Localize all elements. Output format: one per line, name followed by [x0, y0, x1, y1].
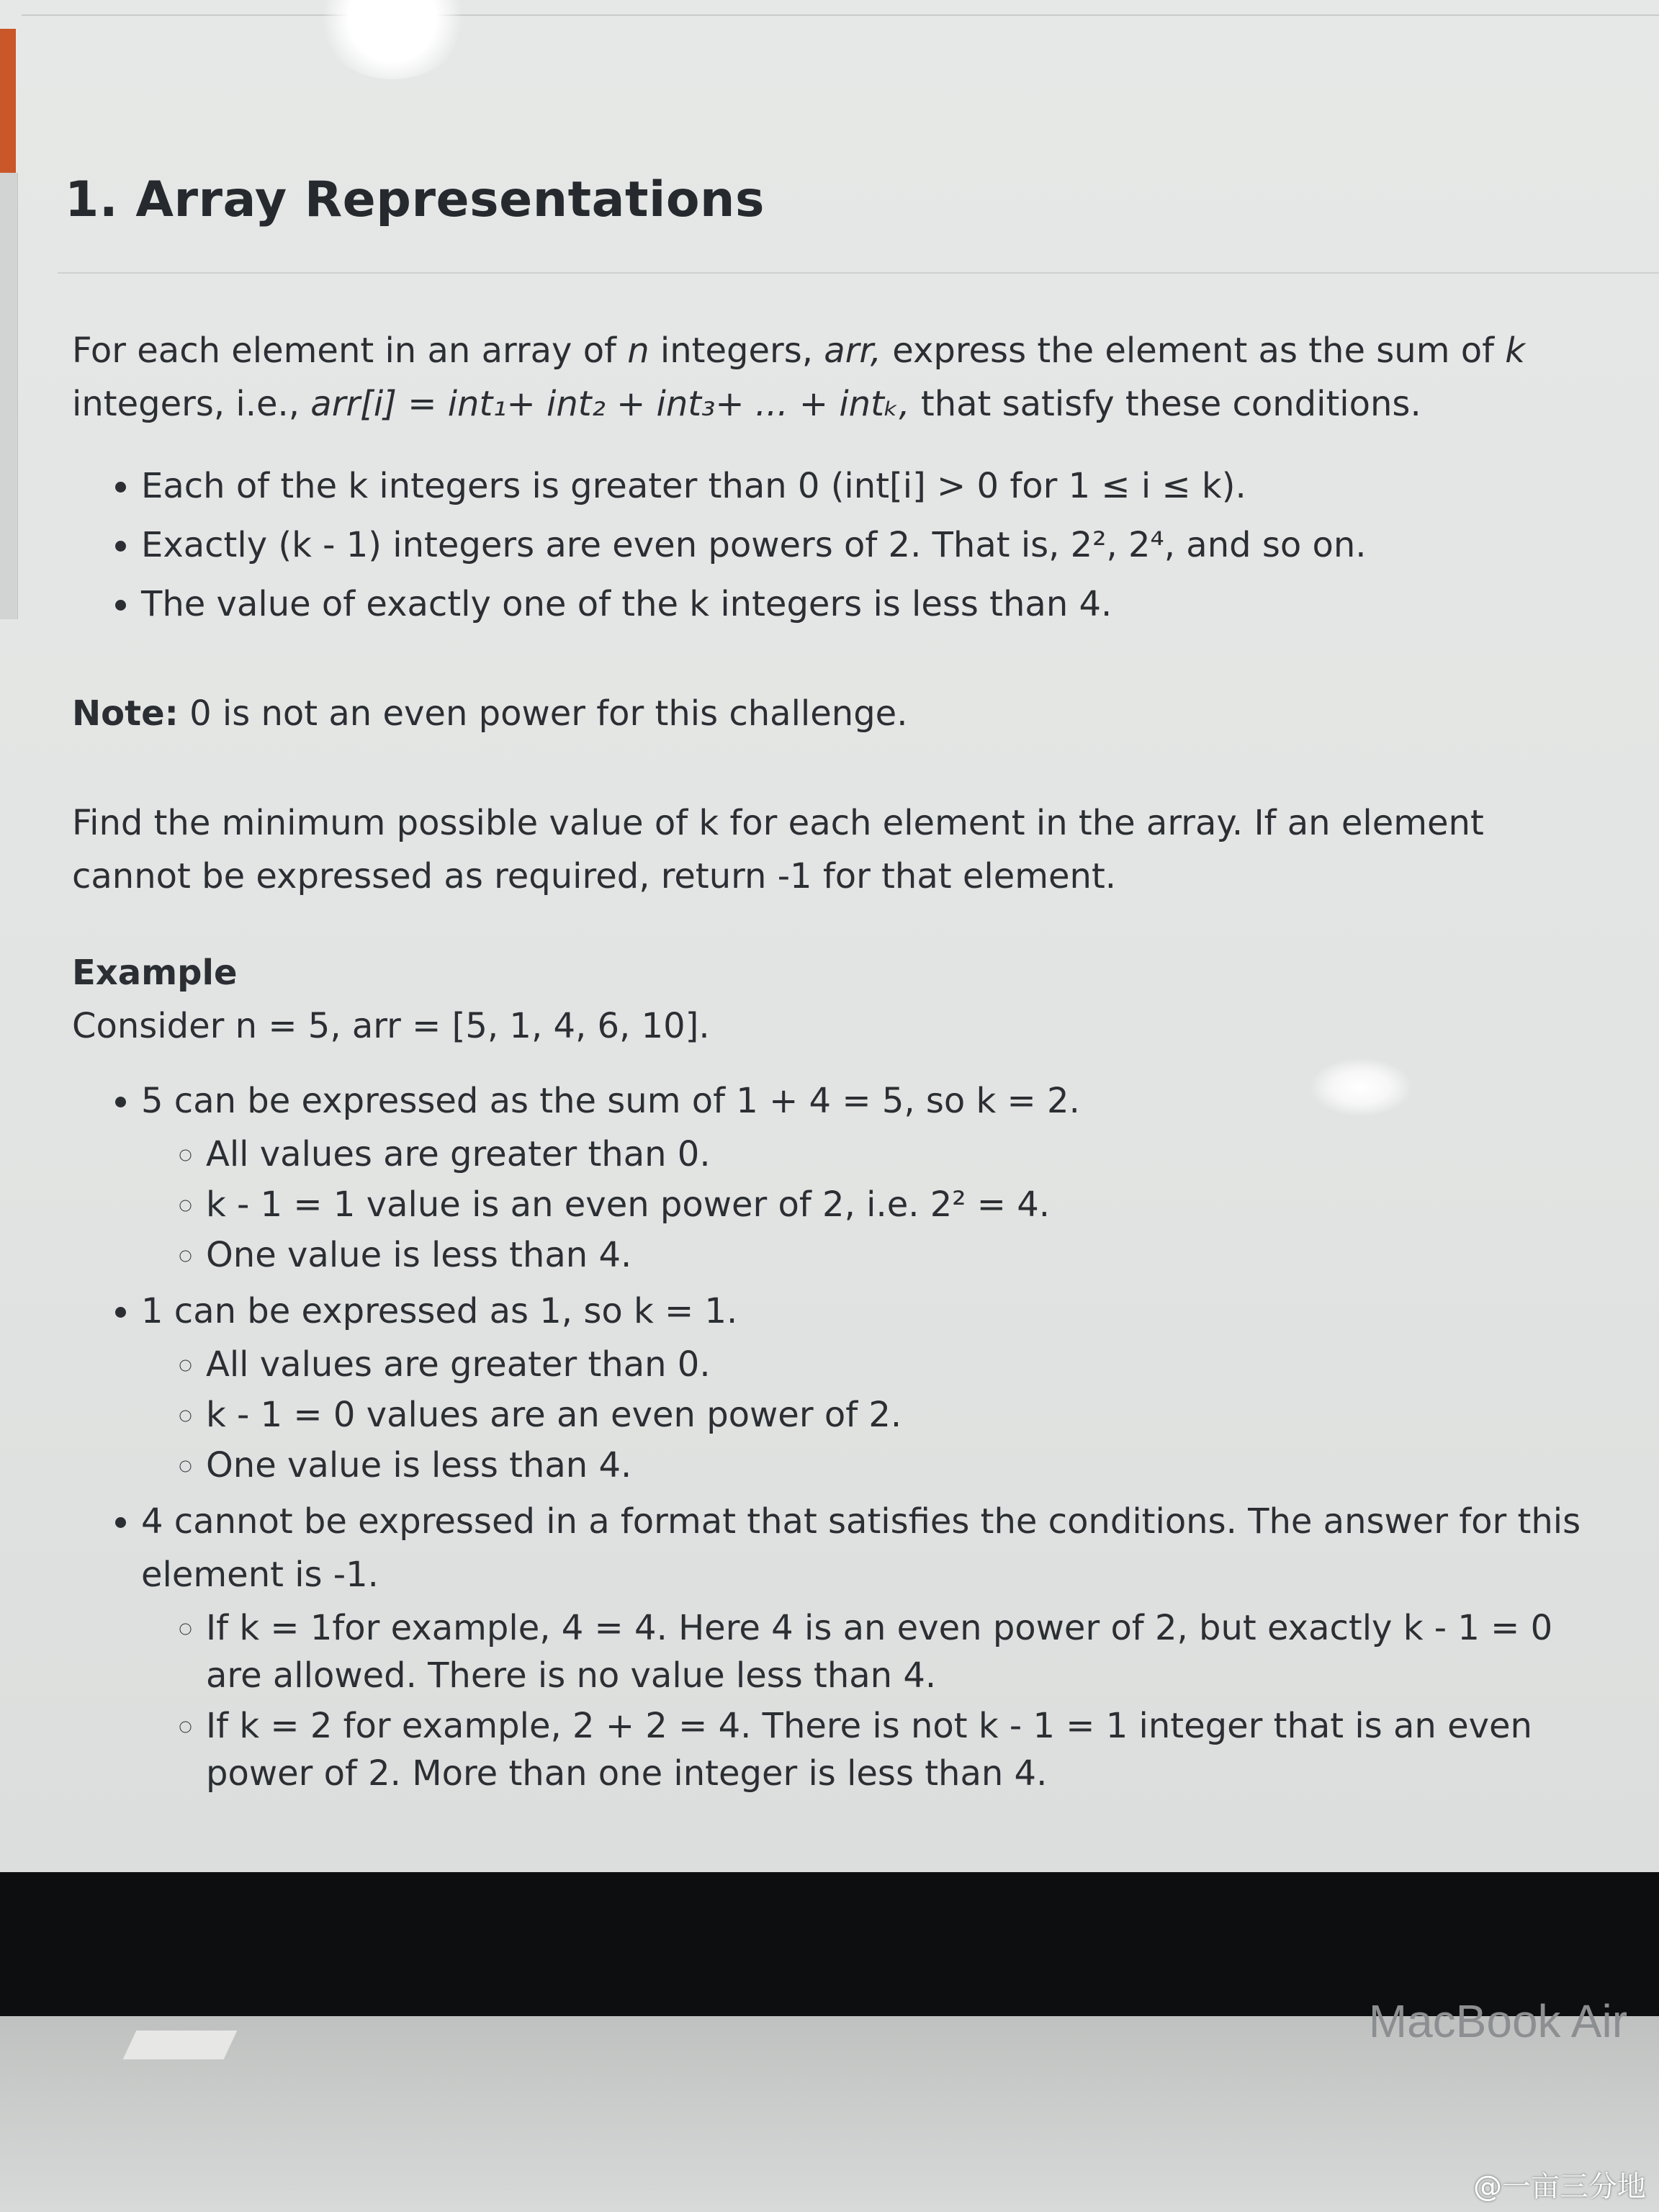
case-details: [141, 1130, 1606, 1279]
intro-text-3: express the element as the sum of: [892, 331, 1494, 371]
condition-item: • Each of the k integers is greater than 0 (int[i] > 0 for 1 ≤ i ≤ k).: [141, 459, 1606, 513]
example-cases: [72, 1074, 1606, 1797]
device-brand-label: MacBook Air: [1368, 1995, 1627, 2047]
condition-item: • Exactly (k - 1) integers are even powers of 2. That is, 2², 2⁴, and so on.: [141, 518, 1606, 572]
case-detail: ◦ k - 1 = 1 value is an even power of 2, i.e. 2² = 4.: [206, 1181, 1606, 1228]
case-text: 5 can be expressed as the sum of 1 + 4 = 5, so k = 2.: [141, 1081, 1080, 1121]
sidebar-rail: [0, 173, 18, 619]
case-detail: ◦ All values are greater than 0.: [206, 1130, 1606, 1178]
case-details: [141, 1341, 1606, 1489]
case-detail: ◦ k - 1 = 0 values are an even power of 2.: [206, 1391, 1606, 1439]
intro-text-1: For each element in an array of: [72, 331, 616, 371]
case-detail: ◦ If k = 2 for example, 2 + 2 = 4. There is not k - 1 = 1 integer that is an even power of 2. More than one integer is less than 4.: [206, 1702, 1606, 1797]
intro-var-k: k: [1505, 331, 1526, 371]
screen-glare: [317, 0, 468, 79]
case-text: 1 can be expressed as 1, so k = 1.: [141, 1291, 738, 1331]
case-details: [141, 1604, 1606, 1797]
intro-formula: arr[i] = int₁+ int₂ + int₃+ ... + intₖ,: [310, 384, 910, 424]
watermark-text: @一亩三分地: [1473, 2170, 1646, 2203]
example-case: [141, 1495, 1606, 1797]
hinge-highlight: [123, 2031, 238, 2059]
intro-text-4: integers, i.e.,: [72, 384, 300, 424]
example-case: [141, 1074, 1606, 1279]
intro-var-arr: arr,: [824, 331, 882, 371]
example-case: [141, 1285, 1606, 1489]
note-paragraph: [72, 687, 1606, 740]
top-divider: [22, 14, 1659, 16]
note-text: 0 is not an even power for this challenge.: [189, 693, 908, 734]
intro-text-2: integers,: [660, 331, 814, 371]
case-detail: ◦ All values are greater than 0.: [206, 1341, 1606, 1388]
intro-paragraph: [72, 324, 1606, 431]
case-detail: ◦ If k = 1for example, 4 = 4. Here 4 is an even power of 2, but exactly k - 1 = 0 are allowed. There is no value less than 4.: [206, 1604, 1606, 1699]
note-label: Note:: [72, 693, 179, 734]
task-paragraph: Find the minimum possible value of k for each element in the array. If an element cannot be expressed as required, return -1 for that element.: [72, 803, 1484, 896]
case-text: 4 cannot be expressed in a format that satisfies the conditions. The answer for this element is -1.: [141, 1501, 1581, 1595]
problem-statement: [72, 324, 1606, 1803]
example-heading: Example: [72, 953, 238, 993]
case-detail: ◦ One value is less than 4.: [206, 1442, 1606, 1489]
title-divider: [58, 272, 1659, 274]
intro-text-5: that satisfy these conditions.: [920, 384, 1421, 424]
case-detail: ◦ One value is less than 4.: [206, 1231, 1606, 1279]
sidebar-accent: [0, 29, 16, 173]
problem-title: 1. Array Representations: [65, 171, 765, 228]
conditions-list: [72, 459, 1606, 631]
example-consider: Consider n = 5, arr = [5, 1, 4, 6, 10].: [72, 1006, 710, 1046]
condition-item: • The value of exactly one of the k integers is less than 4.: [141, 577, 1606, 631]
intro-var-n: n: [627, 331, 649, 371]
